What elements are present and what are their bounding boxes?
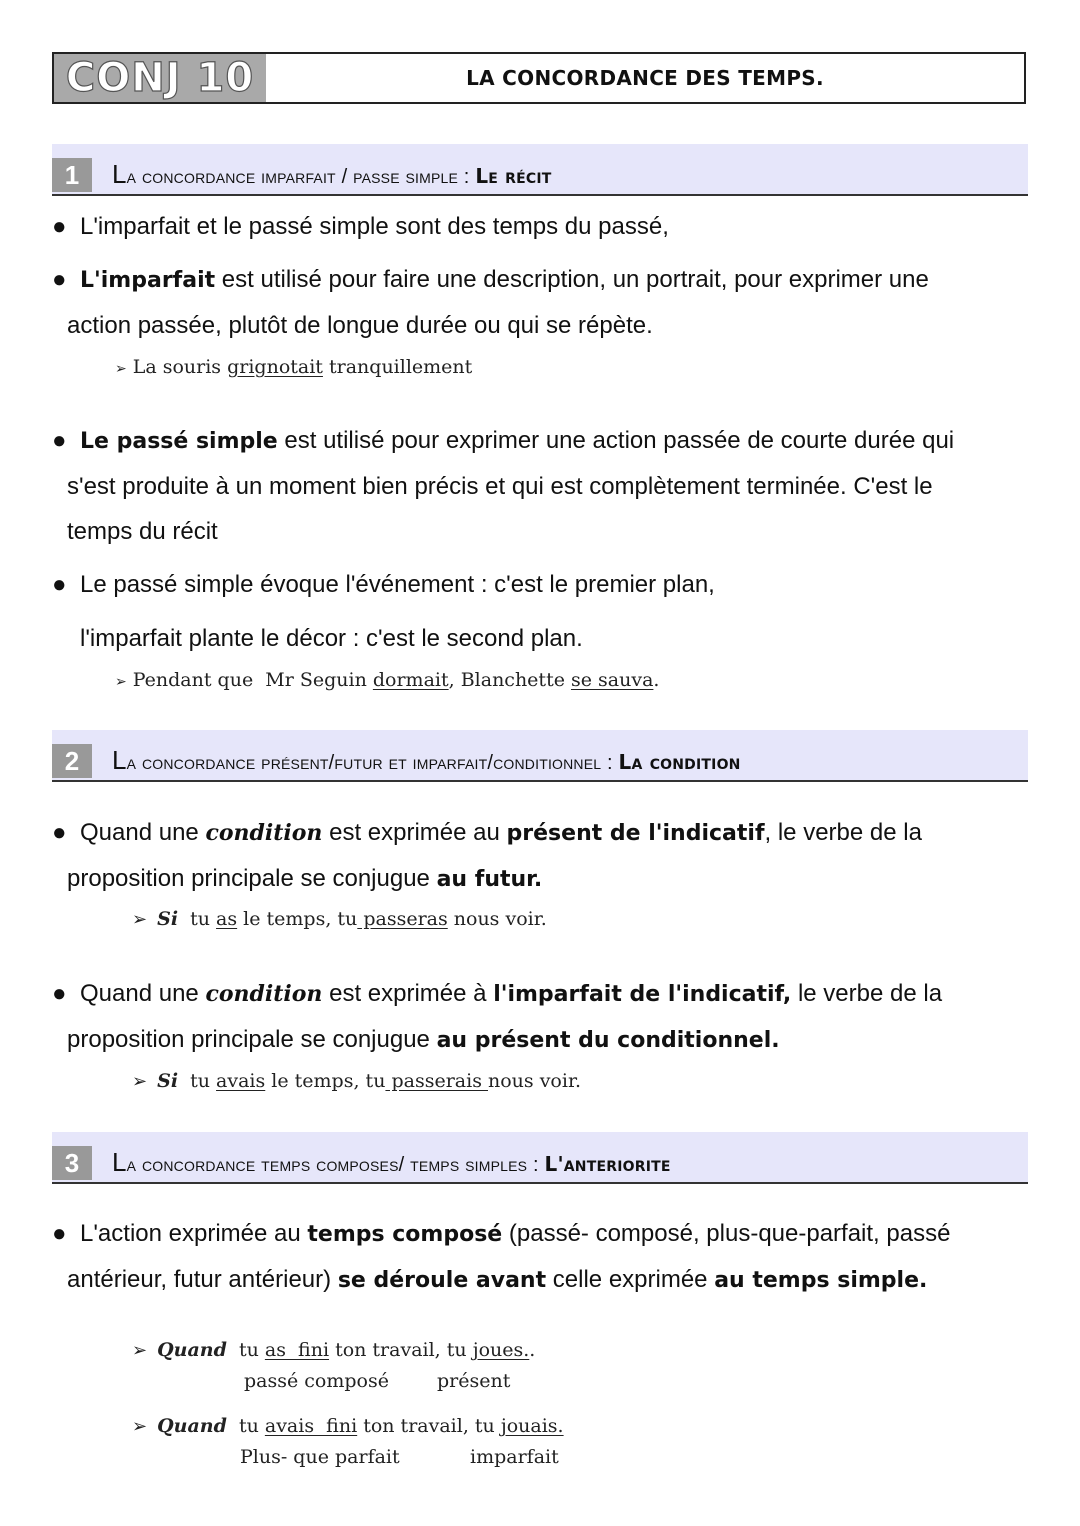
paragraph-bold: l'imparfait de l'indicatif,: [493, 982, 792, 1007]
arrow-icon: ➢: [132, 1340, 148, 1361]
example-text: tu: [178, 908, 217, 930]
paragraph-bold: présent de l'indicatif: [506, 821, 765, 846]
bullet-icon: ●: [52, 980, 67, 1007]
paragraph-text: l'imparfait plante le décor : c'est le second plan.: [80, 625, 583, 652]
example-sentence: [132, 1070, 581, 1092]
paragraph-continuation: temps du récit: [67, 518, 218, 545]
paragraph-bold: temps composé: [307, 1222, 503, 1247]
paragraph-bold: L'imparfait: [80, 268, 216, 293]
bullet-paragraph: [52, 971, 1032, 1063]
bullet-icon: ●: [52, 571, 67, 598]
title-emphasis: La condition: [618, 750, 741, 774]
paragraph-italic: condition: [205, 820, 323, 846]
paragraph-continuation: action passée, plutôt de longue durée ou qui se répète.: [67, 312, 653, 339]
underlined-verb: as fini: [264, 1339, 330, 1361]
lesson-code: CONJ 10: [54, 54, 266, 102]
paragraph-bold: Le passé simple: [80, 429, 278, 454]
underlined-verb: se sauva: [570, 669, 654, 691]
paragraph-text: (passé- composé, plus-que-parfait, passé: [502, 1220, 951, 1247]
paragraph-continuation: s'est produite à un moment bien précis et qui est complètement terminée. C'est le: [67, 473, 933, 500]
title-initial: L: [112, 159, 127, 189]
section-title: [112, 1147, 671, 1178]
paragraph-continuation: antérieur, futur antérieur): [67, 1266, 338, 1293]
underlined-verb: dormait: [372, 669, 449, 691]
keyword: Si: [157, 908, 179, 930]
title-initial: L: [112, 745, 127, 775]
underlined-verb: passeras: [357, 908, 448, 930]
example-text: tu: [178, 1070, 217, 1092]
example-sentence: [132, 1415, 564, 1437]
paragraph-text: , le verbe de la: [764, 819, 922, 846]
underlined-verb: grignotait: [227, 356, 323, 378]
bullet-paragraph: [52, 810, 1032, 902]
example-text: Pendant que Mr Seguin: [132, 669, 373, 691]
example-text: tu: [226, 1339, 265, 1361]
arrow-icon: ➢: [132, 909, 148, 930]
example-text: ton travail, tu: [329, 1339, 473, 1361]
tense-label: imparfait: [470, 1446, 559, 1468]
paragraph-text: Quand une: [80, 819, 206, 846]
arrow-icon: ➢: [132, 1071, 148, 1092]
paragraph-text: est utilisé pour faire une description, un portrait, pour exprimer une: [215, 266, 929, 293]
example-sentence: [115, 356, 472, 378]
paragraph-text: est exprimée au: [322, 819, 507, 846]
section-1-header: [52, 144, 1028, 196]
bullet-paragraph: [52, 418, 1032, 554]
example-sentence: [132, 1339, 535, 1361]
title-emphasis: L'anteriorite: [544, 1152, 671, 1176]
example-text: .: [653, 669, 660, 691]
arrow-icon: ➢: [115, 361, 127, 377]
underlined-verb: jouais.: [500, 1415, 564, 1437]
bullet-icon: ●: [52, 266, 67, 293]
section-title: [112, 159, 552, 190]
example-text: nous voir.: [447, 908, 547, 930]
title-text: a concordance temps composes/ temps simples :: [126, 1154, 545, 1176]
section-title: [112, 745, 741, 776]
bullet-icon: ●: [52, 819, 67, 846]
section-number: 1: [52, 158, 92, 192]
paragraph-italic: condition: [205, 981, 323, 1007]
underlined-verb: joues.: [472, 1339, 530, 1361]
arrow-icon: ➢: [132, 1416, 148, 1437]
paragraph-text: L'action exprimée au: [80, 1220, 308, 1247]
paragraph-continuation: proposition principale se conjugue: [67, 1026, 437, 1053]
keyword: Si: [157, 1070, 179, 1092]
document-title-box: [52, 52, 1026, 104]
example-text: le temps, tu: [265, 1070, 386, 1092]
section-number: 3: [52, 1146, 92, 1180]
example-text: ton travail, tu: [357, 1415, 501, 1437]
example-text: le temps, tu: [237, 908, 358, 930]
arrow-icon: ➢: [115, 674, 127, 690]
tense-label: présent: [437, 1370, 511, 1392]
bullet-icon: ●: [52, 1220, 67, 1247]
lesson-title: LA CONCORDANCE DES TEMPS.: [466, 66, 824, 90]
title-text: a concordance présent/futur et imparfait/conditionnel :: [126, 752, 619, 774]
keyword: Quand: [157, 1415, 227, 1437]
paragraph-text: est utilisé pour exprimer une action passée de courte durée qui: [277, 427, 955, 454]
section-3-header: [52, 1132, 1028, 1184]
title-text: a concordance imparfait / passe simple :: [126, 166, 476, 188]
example-text: La souris: [132, 356, 228, 378]
example-text: .: [529, 1339, 536, 1361]
title-initial: L: [112, 1147, 127, 1177]
paragraph-continuation: proposition principale se conjugue: [67, 865, 437, 892]
underlined-verb: as: [216, 908, 238, 930]
paragraph-text: le verbe de la: [791, 980, 943, 1007]
underlined-verb: avais: [216, 1070, 266, 1092]
title-emphasis: Le récit: [475, 164, 552, 188]
example-text: tranquillement: [322, 356, 473, 378]
paragraph-bold: au temps simple.: [714, 1268, 928, 1293]
underlined-verb: avais fini: [264, 1415, 358, 1437]
bullet-paragraph: [52, 204, 1032, 249]
example-sentence: [115, 669, 659, 691]
example-sentence: [132, 908, 547, 930]
bullet-paragraph: [52, 257, 1032, 348]
example-text: nous voir.: [488, 1070, 581, 1092]
paragraph-bold: au futur.: [436, 867, 543, 892]
paragraph-text: L'imparfait et le passé simple sont des temps du passé,: [80, 213, 669, 240]
tense-label: Plus- que parfait: [240, 1446, 400, 1468]
underlined-verb: passerais: [385, 1070, 488, 1092]
bullet-icon: ●: [52, 213, 67, 240]
paragraph-text: est exprimée à: [322, 980, 494, 1007]
bullet-paragraph: [52, 1211, 1032, 1303]
section-number: 2: [52, 744, 92, 778]
paragraph-continuation: [80, 616, 1060, 661]
example-text: tu: [226, 1415, 265, 1437]
paragraph-text: Le passé simple évoque l'événement : c'est le premier plan,: [80, 571, 715, 598]
paragraph-bold: se déroule avant: [337, 1268, 547, 1293]
example-text: , Blanchette: [448, 669, 571, 691]
section-2-header: [52, 730, 1028, 782]
keyword: Quand: [157, 1339, 227, 1361]
paragraph-text: celle exprimée: [546, 1266, 715, 1293]
paragraph-text: Quand une: [80, 980, 206, 1007]
bullet-paragraph: [52, 562, 1032, 607]
tense-label: passé composé: [244, 1370, 389, 1392]
paragraph-bold: au présent du conditionnel.: [436, 1028, 780, 1053]
bullet-icon: ●: [52, 427, 67, 454]
